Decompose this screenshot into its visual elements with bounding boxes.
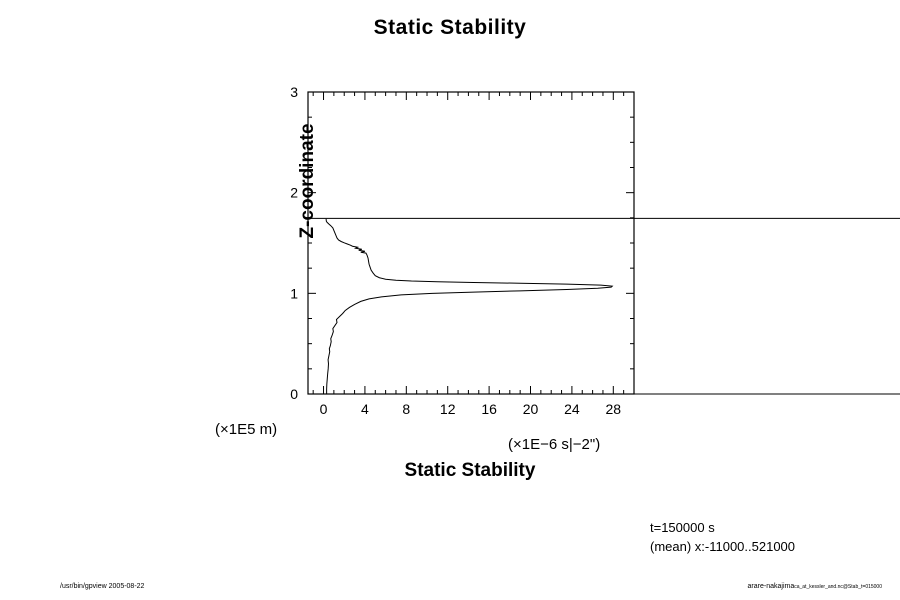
- axes-frame: [308, 92, 634, 394]
- data-curve-group: [326, 219, 612, 394]
- footer-right-text: [748, 583, 882, 590]
- x-axis-title: Static Stability: [404, 460, 536, 481]
- x-tick-label: 0: [319, 401, 328, 417]
- x-tick-label: 28: [605, 401, 622, 417]
- axis-ticks: [308, 92, 634, 394]
- x-axis-unit: (×1E−6 s|−2"): [508, 436, 601, 453]
- data-series-line: [326, 219, 612, 394]
- axis-tick-labels: [290, 84, 621, 417]
- footer-right-detail: ca_at_kessler_and.nc@Stab_t=015000: [794, 584, 882, 590]
- y-axis-unit: (×1E5 m): [215, 421, 278, 438]
- x-tick-label: 20: [522, 401, 539, 417]
- annotation-time: t=150000 s: [650, 520, 715, 535]
- x-tick-label: 16: [481, 401, 497, 417]
- x-tick-label: 24: [564, 401, 580, 417]
- horizontal-reference-lines: [308, 218, 900, 394]
- page-title: Static Stability: [373, 16, 527, 39]
- annotation-mean-range: (mean) x:-11000..521000: [650, 539, 796, 554]
- y-tick-label: 0: [290, 386, 298, 402]
- x-tick-label: 12: [439, 401, 456, 417]
- x-tick-label: 8: [402, 401, 411, 417]
- footer-left-text: /usr/bin/gpview 2005-08-22: [60, 583, 145, 590]
- y-tick-label: 1: [290, 285, 298, 302]
- y-tick-label: 2: [290, 184, 298, 201]
- footer-right-main: arare-nakajima: [747, 583, 795, 590]
- y-axis-title: Z-coordinate: [297, 123, 318, 239]
- y-tick-label: 3: [290, 84, 298, 100]
- x-tick-label: 4: [361, 401, 369, 417]
